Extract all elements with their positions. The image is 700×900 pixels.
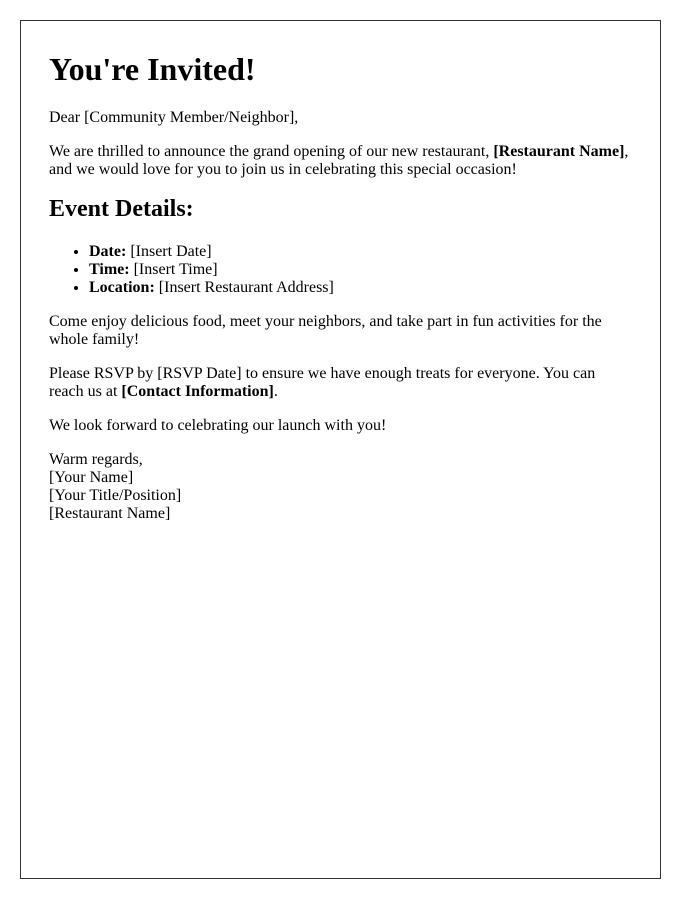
signature-name: [Your Name] bbox=[49, 469, 134, 486]
detail-label: Date: bbox=[89, 243, 127, 260]
intro-paragraph bbox=[49, 143, 632, 179]
detail-value: [Insert Restaurant Address] bbox=[154, 279, 334, 296]
enjoy-paragraph: Come enjoy delicious food, meet your neighbors, and take part in fun activities for the whole family! bbox=[49, 313, 602, 348]
signature-title: [Your Title/Position] bbox=[49, 487, 182, 504]
intro-text-after: , and we would love for you to join us in celebrating this special occasion! bbox=[49, 143, 629, 178]
signature-restaurant: [Restaurant Name] bbox=[49, 505, 171, 522]
detail-label: Time: bbox=[89, 261, 130, 278]
detail-label: Location: bbox=[89, 279, 155, 296]
detail-value: [Insert Date] bbox=[126, 243, 212, 260]
event-details-heading: Event Details: bbox=[49, 196, 194, 222]
letter-title: You're Invited! bbox=[49, 51, 256, 87]
rsvp-text-after: . bbox=[273, 383, 278, 400]
invitation-letter bbox=[20, 20, 661, 879]
rsvp-paragraph bbox=[49, 365, 632, 401]
list-item-location bbox=[89, 279, 632, 297]
rsvp-text-before: Please RSVP by [RSVP Date] to ensure we have enough treats for everyone. You can reach us at bbox=[49, 365, 596, 400]
signature-salutation: Warm regards, bbox=[49, 451, 143, 468]
closing-paragraph: We look forward to celebrating our launch with you! bbox=[49, 417, 387, 434]
list-item-time bbox=[89, 261, 632, 279]
intro-text-before: We are thrilled to announce the grand opening of our new restaurant, bbox=[49, 143, 494, 160]
greeting: Dear [Community Member/Neighbor], bbox=[49, 109, 299, 126]
event-details-list bbox=[49, 243, 632, 297]
signature-block bbox=[49, 451, 632, 523]
list-item-date bbox=[89, 243, 632, 261]
intro-restaurant-name: [Restaurant Name] bbox=[493, 143, 625, 160]
detail-value: [Insert Time] bbox=[129, 261, 218, 278]
rsvp-contact: [Contact Information] bbox=[121, 383, 274, 400]
